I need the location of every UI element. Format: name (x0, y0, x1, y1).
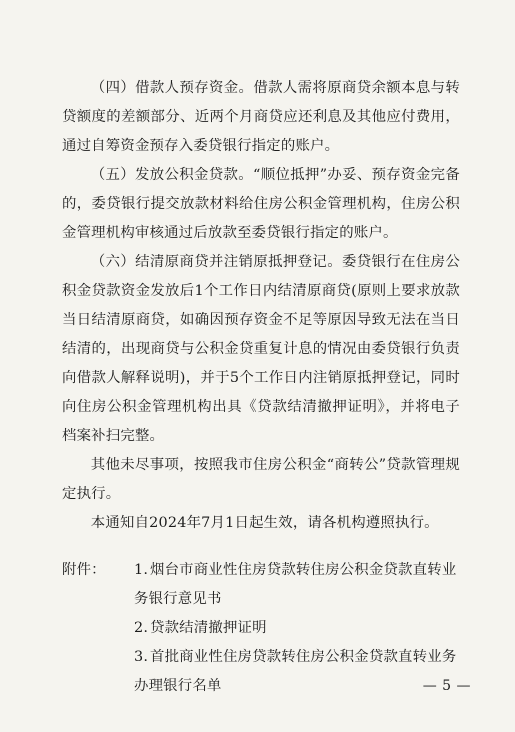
document-body (62, 74, 460, 701)
attachment-title: 首批商业性住房贷款转住房公积金贷款直转业务办理银行名单 (134, 649, 457, 694)
attachment-item (134, 614, 460, 643)
attachments-section (62, 556, 460, 701)
attachment-number: 3. (134, 649, 149, 665)
attachments-row (62, 556, 460, 701)
attachments-label: 附件： (62, 562, 106, 578)
attachment-item (134, 556, 460, 614)
section-spacer (62, 538, 460, 556)
paragraph-borrower-prepay: （四）借款人预存资金。借款人需将原商贷余额本息与转贷额度的差额部分、近两个月商贷应还利息及其他应付费用，通过自筹资金预存入委贷银行指定的账户。 (62, 80, 460, 154)
attachment-number: 1. (134, 562, 149, 578)
paragraph-issue-loan: （五）发放公积金贷款。“顺位抵押”办妥、预存资金完备的，委贷银行提交放款材料给住房公积金管理机构，住房公积金管理机构审核通过后放款至委贷银行指定的账户。 (62, 167, 460, 241)
attachment-number: 2. (134, 620, 149, 636)
attachment-item (134, 643, 460, 701)
attachment-title: 贷款结清撤押证明 (150, 620, 267, 636)
paragraph-settle-commercial-loan: （六）结清原商贷并注销原抵押登记。委贷银行在住房公积金贷款资金发放后1个工作日内结清原商贷(原则上要求放款当日结清原商贷，如确因预存资金不足等原因导致无法在当日结清的，出现商贷与公积金贷重复计息的情况由委贷银行负责向借款人解释说明)，并于5个工作日内注销原抵押登记，同时向住房公积金管理机构出具《贷款结清撤押证明》，并将电子档案补扫完整。 (62, 254, 460, 444)
page-number: — 5 — (422, 678, 471, 694)
attachments-list (134, 556, 460, 701)
attachment-title: 烟台市商业性住房贷款转住房公积金贷款直转业务银行意见书 (134, 562, 457, 607)
paragraph-effective-date: 本通知自2024年7月1日起生效，请各机构遵照执行。 (90, 515, 439, 531)
paragraph-other-matters: 其他未尽事项，按照我市住房公积金“商转公”贷款管理规定执行。 (62, 457, 460, 502)
